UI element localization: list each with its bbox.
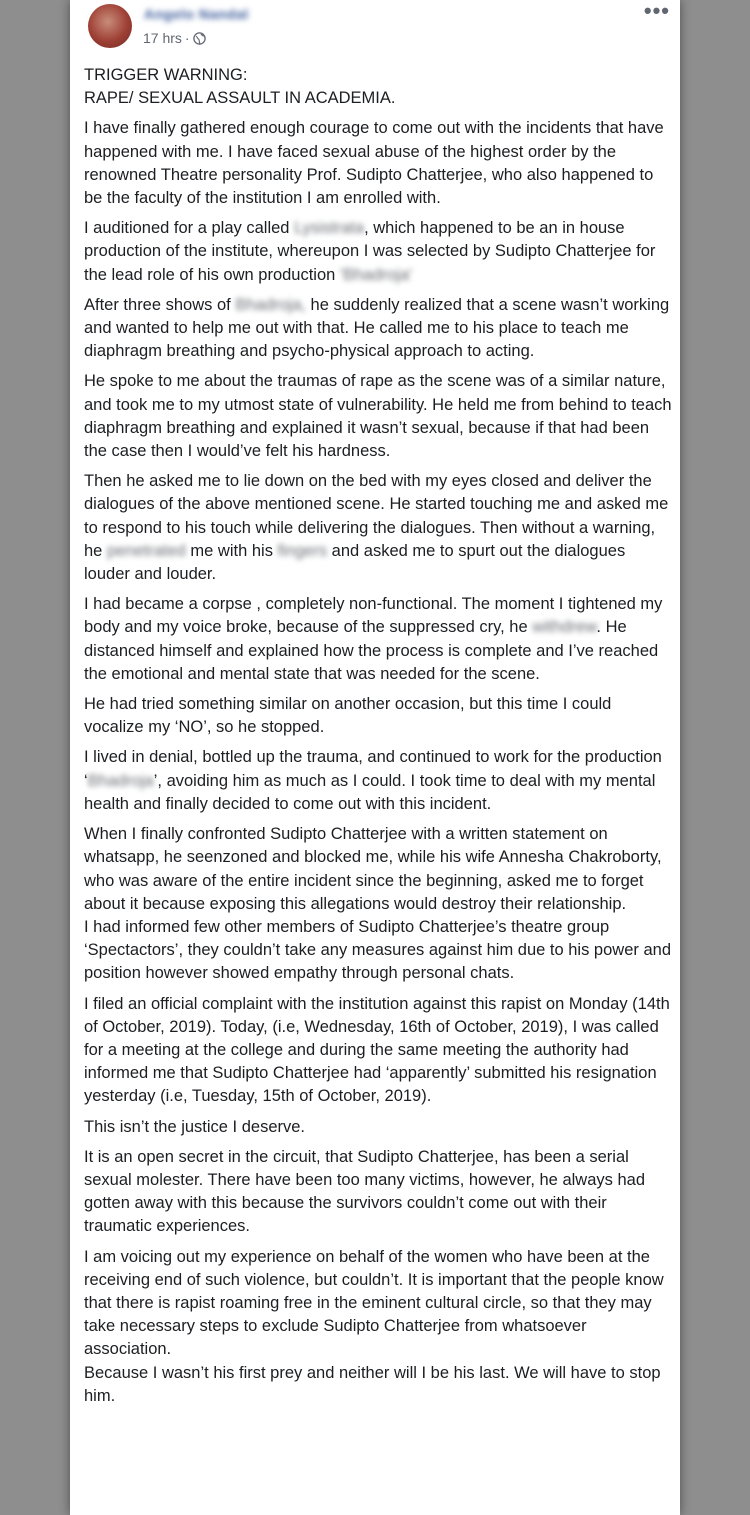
post-paragraph: I had informed few other members of Sudipto Chatterjee’s theatre group ‘Spectactors’, they couldn’t take any measures against him due to his power and position however showed empathy through personal chats. (84, 917, 671, 983)
post-paragraph (84, 294, 674, 364)
post-paragraph: I am voicing out my experience on behalf of the women who have been at the receiving end of such violence, but couldn’t. It is important that the people know that there is rapist roaming free in the eminent cultural circle, so that they may take necessary steps to exclude Sudipto Chatterjee from whatsoever association. (84, 1247, 664, 1359)
post-paragraph: He spoke to me about the traumas of rape as the scene was of a similar nature, and took me to my utmost state of vulnerability. He held me from behind to teach diaphragm breathing and explained it wasn’t sexual, because if that had been the case then I would’ve felt his hardness. (84, 372, 672, 461)
redacted-text: Bhadroja (87, 771, 154, 790)
redacted-text: fingers (277, 541, 328, 560)
post-meta (143, 30, 206, 46)
paragraph-text: Then he asked me to lie down on the bed with my eyes closed and deliver the dialogues of the above mentioned scene. He started touching me and asked me to respond to his touch while delivering the dialogues. Then without a warning, he (84, 472, 669, 560)
post-body (84, 64, 674, 1415)
paragraph-text: I auditioned for a play called (84, 219, 295, 238)
paragraph-text: . He distanced himself and explained how the process is complete and I’ve reached the emotional and mental state that was needed for the scene. (84, 618, 659, 683)
post-paragraph (84, 593, 674, 686)
trigger-warning-line1: TRIGGER WARNING: (84, 66, 248, 84)
post-paragraph: I filed an official complaint with the institution against this rapist on Monday (14th of October, 2019). Today, (i.e, Wednesday, 16th of October, 2019), I was called for a meeting at the college and during the same meeting the authority had informed me that Sudipto Chatterjee had ‘apparently’ submitted his resignation yesterday (i.e, Tuesday, 15th of October, 2019). (84, 994, 670, 1106)
post-paragraph: Because I wasn’t his first prey and neither will I be his last. We will have to stop him. (84, 1363, 661, 1405)
author-name[interactable]: Angelo Nandal (144, 6, 249, 22)
redacted-text: Bhadroja, (235, 295, 306, 314)
paragraph-text: After three shows of (84, 295, 236, 314)
post-paragraph: It is an open secret in the circuit, that Sudipto Chatterjee, has been a serial sexual molester. There have been too many victims, however, he always had gotten away with this because the survivors couldn’t come out with their traumatic experiences. (84, 1147, 645, 1236)
paragraph-text: ’, avoiding him as much as I could. I took time to deal with my mental health and finally decided to come out with this incident. (84, 771, 656, 813)
post-paragraph: When I finally confronted Sudipto Chatterjee with a written statement on whatsapp, he seenzoned and blocked me, while his wife Annesha Chakroborty, who was aware of the entire incident since the beginning, asked me to forget about it because exposing this allegations would destroy their relationship. (84, 825, 662, 913)
post-card (70, 0, 680, 1515)
post-paragraph: He had tried something similar on another occasion, but this time I could vocalize my ‘NO’, so he stopped. (84, 695, 612, 737)
more-options-icon[interactable]: ••• (643, 0, 670, 23)
trigger-warning (84, 64, 674, 110)
paragraph-text: I had became a corpse , completely non-functional. The moment I tightened my body and my voice broke, because of the suppressed cry, he (84, 595, 663, 637)
paragraph-text: me with his (185, 541, 278, 560)
redacted-text: Lysistrata (294, 219, 365, 238)
post-paragraph (84, 746, 674, 816)
post-paragraph: This isn’t the justice I deserve. (84, 1117, 306, 1136)
paragraph-text: he suddenly realized that a scene wasn’t working and wanted to help me out with that. He called me to his place to teach me diaphragm breathing and psycho-physical approach to acting. (84, 295, 670, 361)
post-paragraph (84, 470, 674, 586)
trigger-warning-line2: RAPE/ SEXUAL ASSAULT IN ACADEMIA. (84, 89, 396, 108)
redacted-text: withdrew (532, 618, 597, 637)
globe-icon (193, 32, 206, 45)
post-paragraph (84, 217, 674, 287)
paragraph-text: , which happened to be an in house production of the institute, whereupon I was selected by Sudipto Chatterjee for the lead role of his own production (84, 219, 656, 284)
paragraph-text: and asked me to spurt out the dialogues louder and louder. (84, 541, 626, 584)
avatar[interactable] (88, 4, 132, 48)
paragraph-text: I lived in denial, bottled up the trauma, and continued to work for the production ‘ (84, 748, 662, 790)
redacted-text: penetrated (106, 541, 186, 560)
timestamp[interactable]: 17 hrs (143, 30, 182, 46)
redacted-text: 'Bhadroja' (339, 265, 413, 284)
meta-separator: · (184, 30, 190, 46)
post-paragraph: I have finally gathered enough courage to come out with the incidents that have happened with me. I have faced sexual abuse of the highest order by the renowned Theatre personality Prof. Sudipto Chatterjee, who also happened to be the faculty of the institution I am enrolled with. (84, 119, 664, 208)
